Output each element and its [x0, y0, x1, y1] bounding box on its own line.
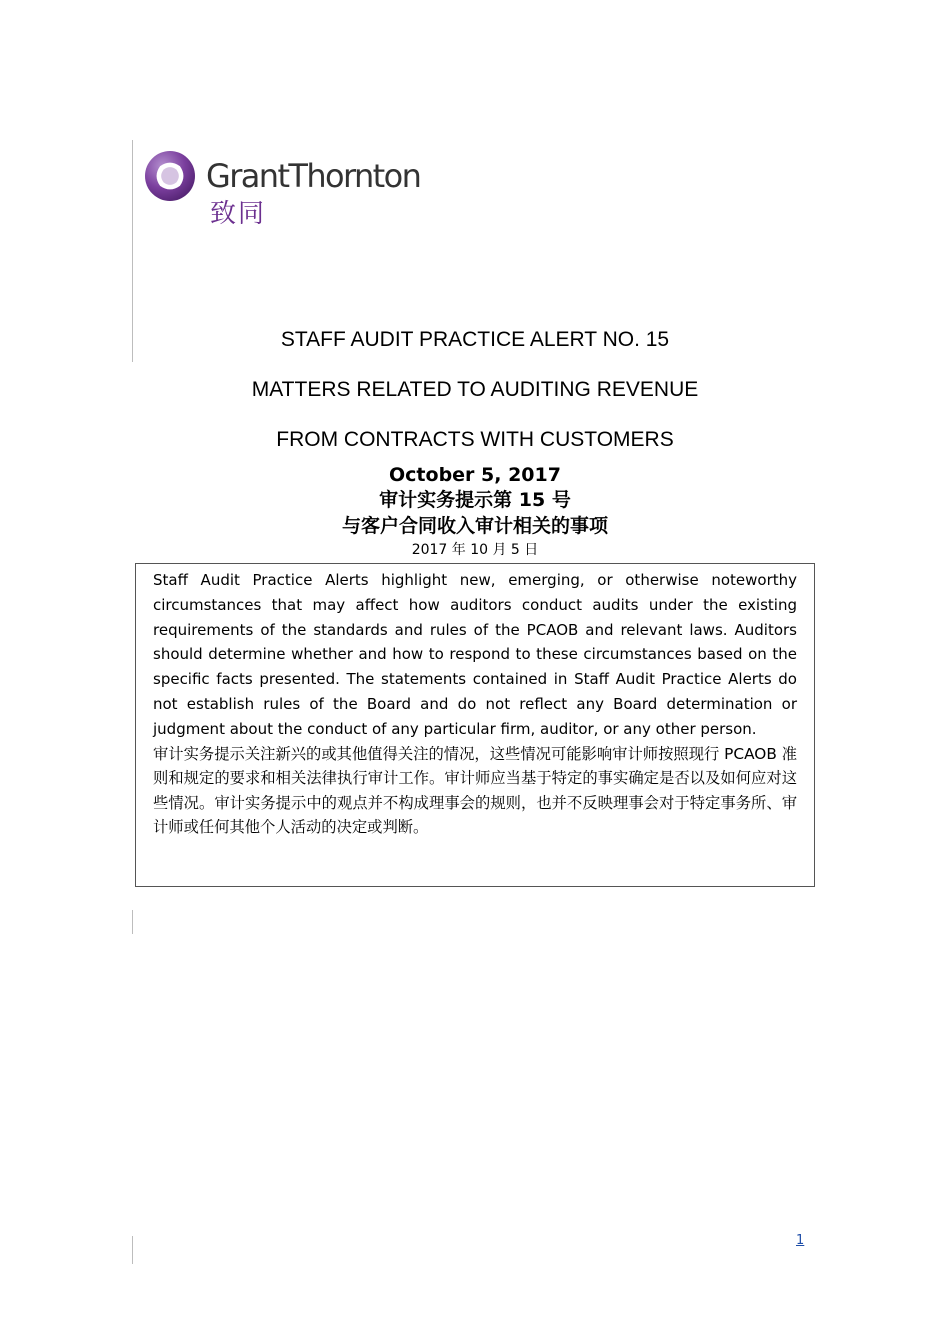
disclaimer-box	[135, 563, 815, 887]
disclaimer-english: Staff Audit Practice Alerts highlight new, emerging, or otherwise noteworthy circumstances that may affect how auditors conduct audits under the existing requirements of the standards and rules of the PCAOB and relevant laws. Auditors should determine whether and how to respond to these circumstances based on the specific facts presented. The statements contained in Staff Audit Practice Alerts do not establish rules of the Board and do not reflect any Board determination or judgment about the conduct of any particular firm, auditor, or any other person.	[153, 571, 797, 738]
margin-rule-middle	[132, 910, 133, 934]
title-line-2: MATTERS RELATED TO AUDITING REVENUE	[251, 378, 699, 401]
disclaimer-chinese: 审计实务提示关注新兴的或其他值得关注的情况，这些情况可能影响审计师按照现行 PCAOB 准则和规定的要求和相关法律执行审计工作。审计师应当基于特定的事实确定是否以及如何应对这些情况。审计实务提示中的观点并不构成理事会的规则，也并不反映理事会对于特定事务所、审计师或任何其他个人活动的决定或判断。	[153, 744, 797, 837]
date-english: October 5, 2017	[389, 464, 561, 486]
title-line-1: STAFF AUDIT PRACTICE ALERT NO. 15	[280, 328, 670, 351]
title-line-3: FROM CONTRACTS WITH CUSTOMERS	[276, 428, 674, 451]
date-chinese: 2017 年 10 月 5 日	[411, 542, 539, 558]
title-chinese-line-2: 与客户合同收入审计相关的事项	[341, 515, 608, 537]
grant-thornton-logo	[144, 148, 420, 232]
logo-wordmark: GrantThornton	[206, 157, 421, 195]
logo-ring-icon	[144, 150, 196, 202]
margin-rule-bottom	[132, 1236, 133, 1264]
title-chinese-line-1: 审计实务提示第 15 号	[379, 489, 571, 511]
logo-chinese-name: 致同	[210, 199, 267, 229]
page-number-link[interactable]: 1	[796, 1233, 805, 1248]
